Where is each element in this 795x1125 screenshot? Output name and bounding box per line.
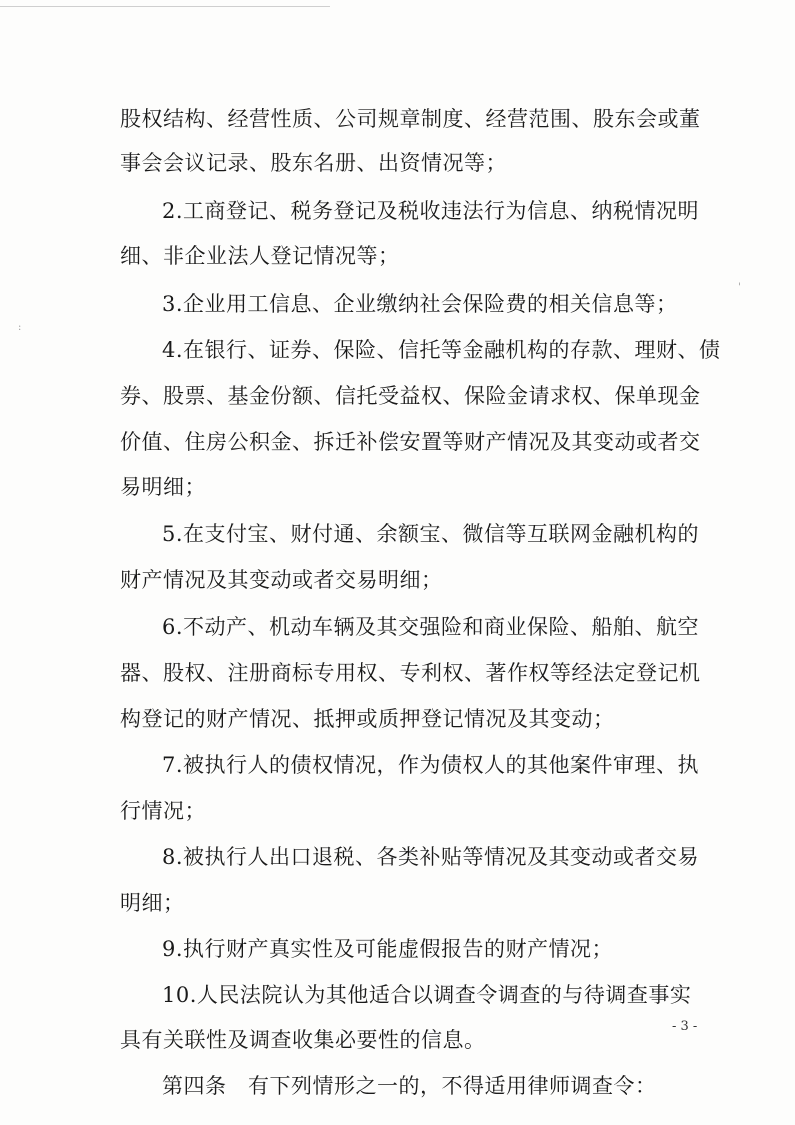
body-line: 3.企业用工信息、企业缴纳社会保险费的相关信息等； (162, 292, 678, 316)
body-line: 9.执行财产真实性及可能虚假报告的财产情况； (162, 937, 614, 961)
body-line: 器、股权、注册商标专用权、专利权、著作权等经法定登记机 (120, 661, 701, 685)
body-line: 8.被执行人出口退税、各类补贴等情况及其变动或者交易 (162, 845, 700, 869)
scan-margin-mark: : (18, 322, 22, 333)
scan-margin-mark: ' (738, 282, 741, 293)
body-line: 事会会议记录、股东名册、出资情况等； (120, 151, 507, 175)
page-number: - 3 - (672, 1019, 698, 1034)
body-line: 4.在银行、证券、保险、信托等金融机构的存款、理财、债 (162, 338, 721, 362)
body-line: 10.人民法院认为其他适合以调查令调查的与待调查事实 (162, 983, 692, 1007)
body-line: 财产情况及其变动或者交易明细； (120, 568, 443, 592)
body-line: 细、非企业法人登记情况等； (120, 244, 400, 268)
body-line: 明细； (120, 891, 185, 915)
body-line: 5.在支付宝、财付通、余额宝、微信等互联网金融机构的 (162, 522, 700, 546)
body-line: 构登记的财产情况、抵押或质押登记情况及其变动； (120, 707, 615, 731)
body-line: 具有关联性及调查收集必要性的信息。 (120, 1028, 486, 1052)
body-line: 2.工商登记、税务登记及税收违法行为信息、纳税情况明 (162, 199, 700, 223)
body-line: 股权结构、经营性质、公司规章制度、经营范围、股东会或董 (120, 107, 701, 131)
body-line: 7.被执行人的债权情况，作为债权人的其他案件审理、执 (162, 753, 700, 777)
scan-edge-line (0, 6, 330, 7)
body-line: 6.不动产、机动车辆及其交强险和商业保险、船舶、航空 (162, 615, 700, 639)
body-line: 价值、住房公积金、拆迁补偿安置等财产情况及其变动或者交 (120, 430, 701, 454)
body-line: 易明细； (120, 475, 206, 499)
body-line: 券、股票、基金份额、信托受益权、保险金请求权、保单现金 (120, 384, 701, 408)
article-heading-line: 第四条 有下列情形之一的，不得适用律师调查令： (162, 1074, 657, 1098)
body-line: 行情况； (120, 799, 206, 823)
